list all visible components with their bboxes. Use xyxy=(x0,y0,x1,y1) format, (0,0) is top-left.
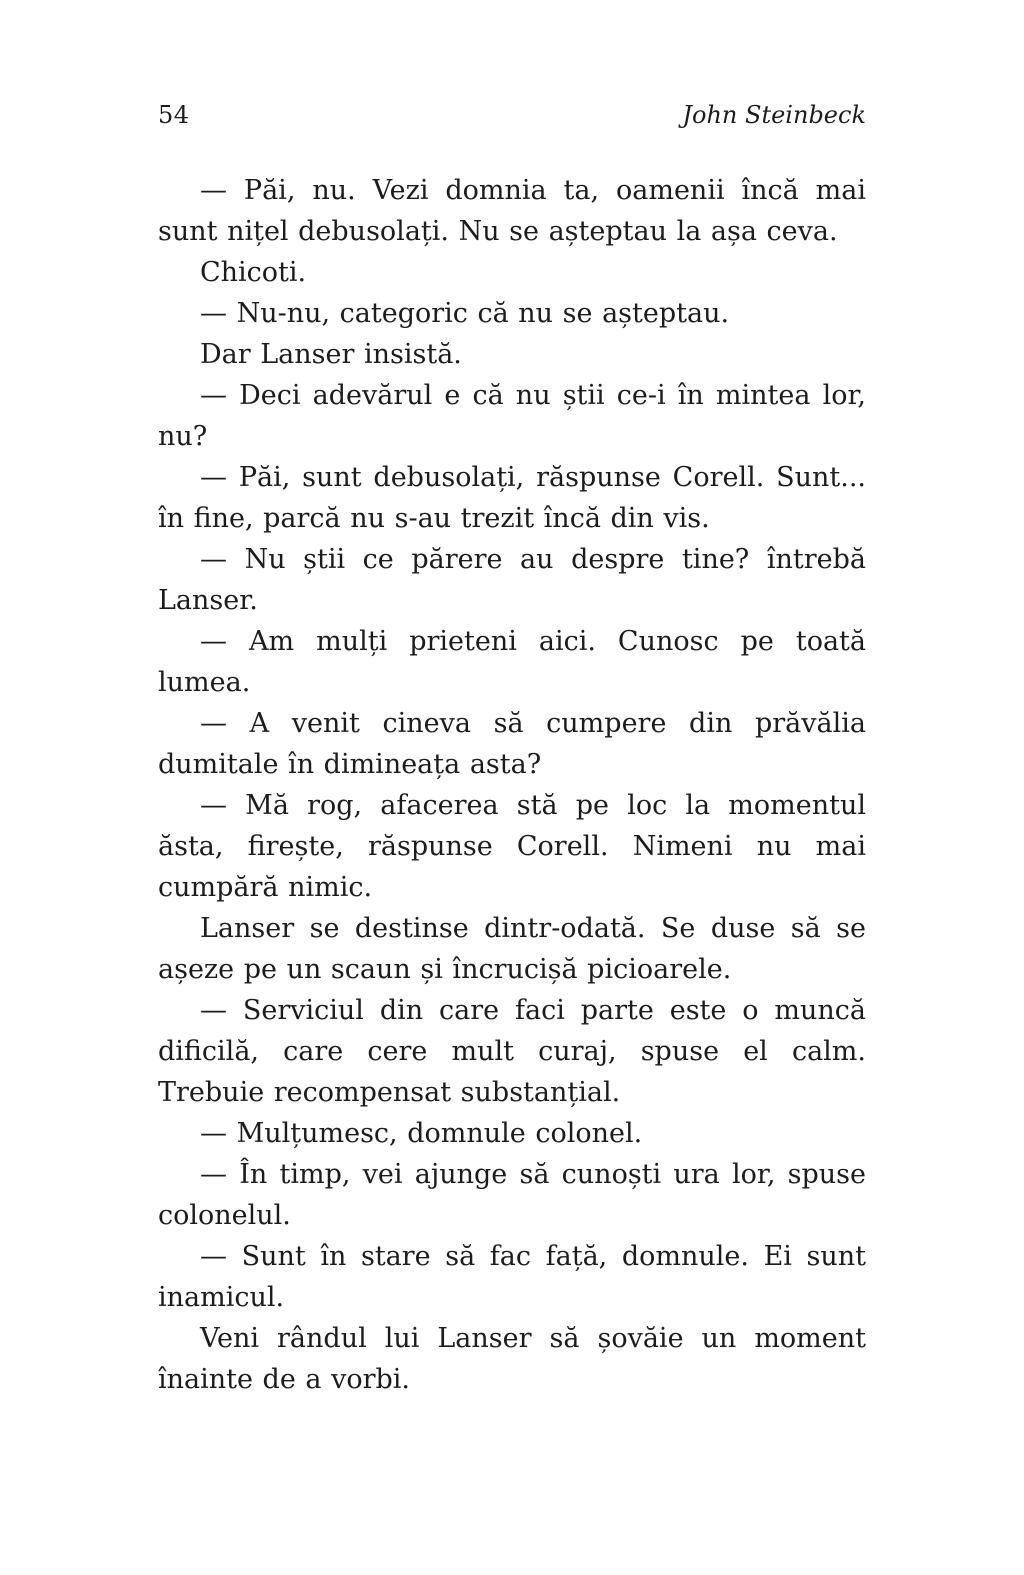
paragraph: Lanser se destinse dintr-odată. Se duse să se așeze pe un scaun și încrucișă picioarele. xyxy=(158,913,866,985)
running-head: John Steinbeck xyxy=(682,101,866,129)
paragraph: — Nu știi ce părere au despre tine? întrebă Lanser. xyxy=(158,544,866,616)
paragraph: — A venit cineva să cumpere din prăvălia dumitale în dimineața asta? xyxy=(158,708,866,780)
paragraph: Veni rândul lui Lanser să șovăie un moment înainte de a vorbi. xyxy=(158,1323,866,1395)
paragraph: Chicoti. xyxy=(200,257,307,288)
paragraph: — Sunt în stare să fac față, domnule. Ei sunt inamicul. xyxy=(158,1241,866,1313)
paragraph: — Am mulți prieteni aici. Cunosc pe toată lumea. xyxy=(158,626,866,698)
page-header xyxy=(158,100,866,130)
paragraph: Dar Lanser insistă. xyxy=(200,339,462,370)
paragraph: — În timp, vei ajunge să cunoști ura lor, spuse colonelul. xyxy=(158,1159,866,1231)
paragraph: — Mulțumesc, domnule colonel. xyxy=(200,1118,643,1149)
paragraph: — Serviciul din care faci parte este o muncă dificilă, care cere mult curaj, spuse el calm. Trebuie recompensat substanțial. xyxy=(158,995,866,1108)
paragraph: — Păi, nu. Vezi domnia ta, oamenii încă mai sunt nițel debusolați. Nu se așteptau la așa ceva. xyxy=(158,175,866,247)
paragraph: — Mă rog, afacerea stă pe loc la momentul ăsta, firește, răspunse Corell. Nimeni nu mai cumpără nimic. xyxy=(158,790,866,903)
page-number: 54 xyxy=(158,101,190,129)
paragraph: — Păi, sunt debusolați, răspunse Corell. Sunt... în fine, parcă nu s-au trezit încă din vis. xyxy=(158,462,866,534)
paragraph: — Deci adevărul e că nu știi ce-i în mintea lor, nu? xyxy=(158,380,866,452)
paragraph: — Nu-nu, categoric că nu se așteptau. xyxy=(200,298,730,329)
body-text xyxy=(158,170,866,1400)
